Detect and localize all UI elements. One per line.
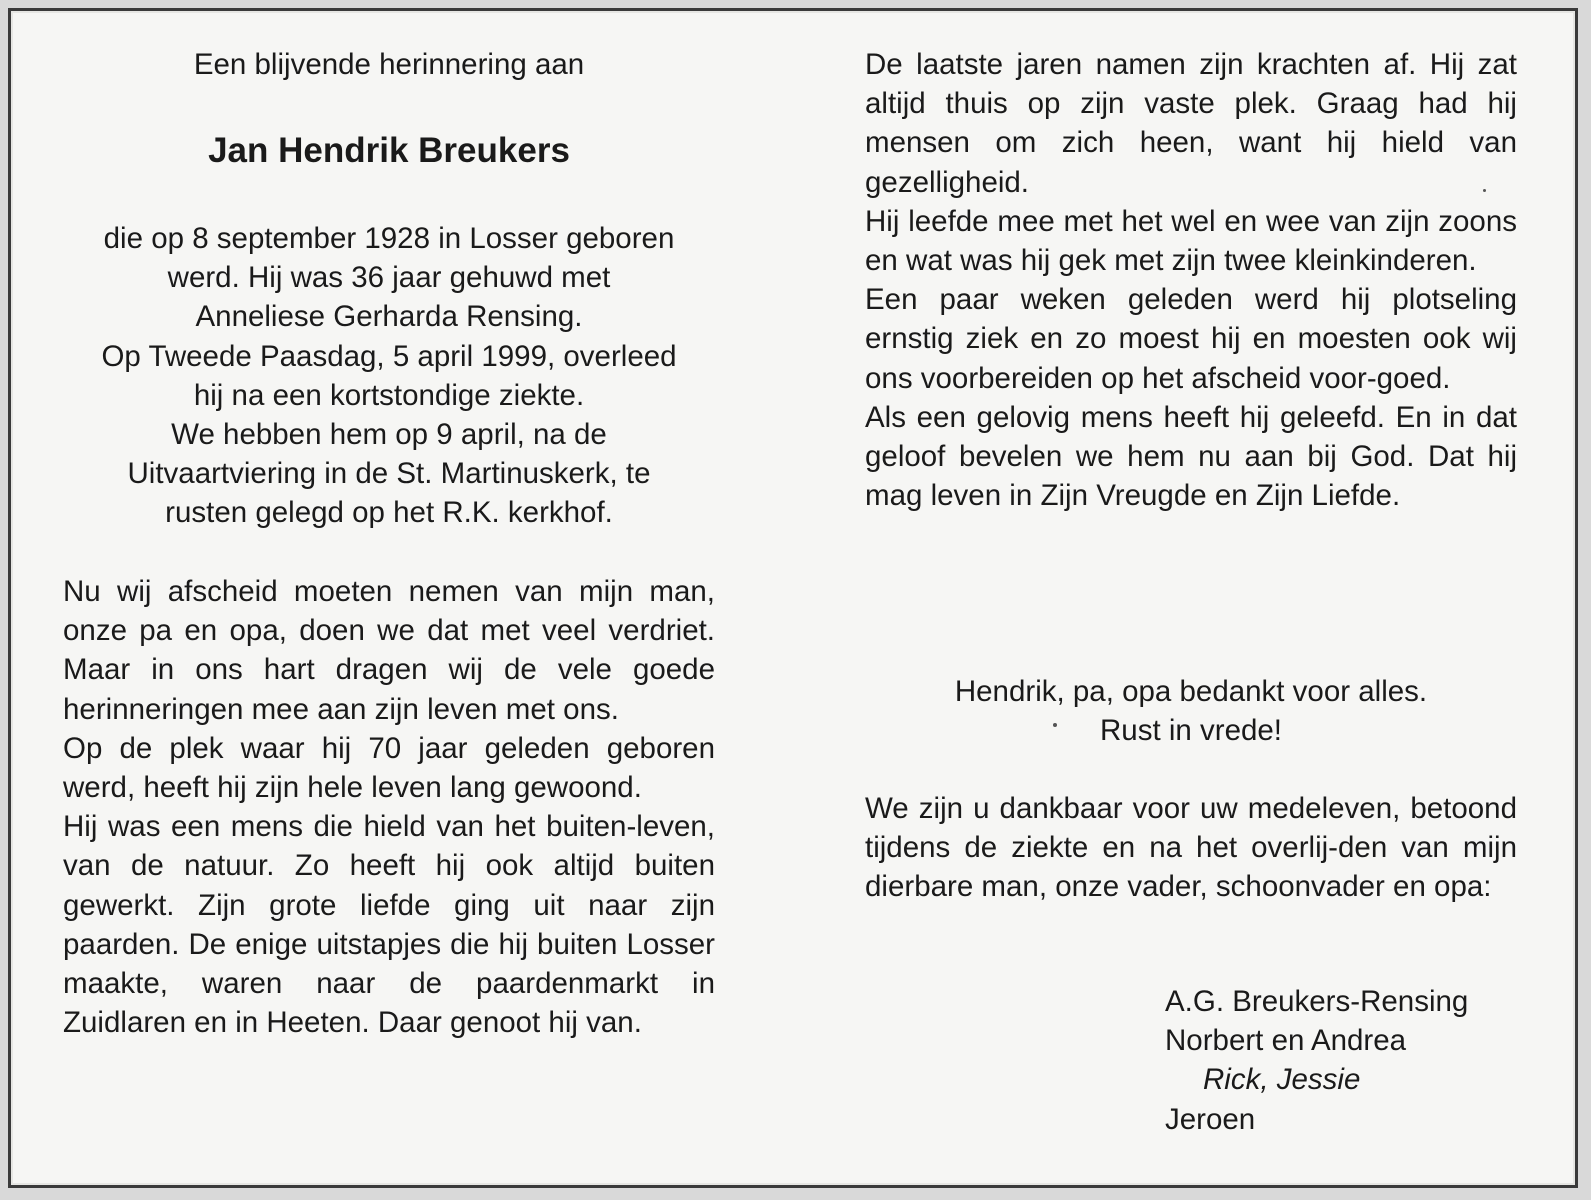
rest-in-peace-line: Rust in vrede! [1100, 714, 1282, 748]
bio-line: rusten gelegd op het R.K. kerkhof. [165, 496, 613, 530]
paragraph-faith: Als een gelovig mens heeft hij geleefd. En in dat geloof bevelen we hem nu aan bij God. Dat hij mag leven in Zijn Vreugde en Zijn Liefde. [865, 400, 1517, 513]
bio-line: Anneliese Gerharda Rensing. [195, 300, 583, 334]
signature-son: Jeroen [1165, 1102, 1256, 1136]
bio-block [63, 219, 715, 533]
bio-line: werd. Hij was 36 jaar gehuwd met [167, 261, 611, 295]
story-block [63, 572, 715, 1042]
print-speck [1483, 189, 1486, 192]
intro-line: Een blijvende herinnering aan [193, 48, 585, 81]
paragraph-family: Hij leefde mee met het wel en wee van zijn zoons en wat was hij gek met zijn twee kleinkinderen. [865, 204, 1517, 278]
print-speck [1053, 723, 1057, 727]
deceased-name: Jan Hendrik Breukers [208, 131, 570, 170]
paragraph-illness: Een paar weken geleden werd hij plotseling ernstig ziek en zo moest hij en moesten ook wij ons voorbereiden op het afscheid voor-goed. [865, 283, 1517, 395]
thanks-block [865, 789, 1517, 907]
thanks-paragraph: We zijn u dankbaar voor uw medeleven, betoond tijdens de ziekte en na het overlij-den van mijn dierbare man, onze vader, schoonvader en opa: [865, 792, 1517, 904]
story-block-right [865, 45, 1517, 515]
signature-son-family: Norbert en Andrea [1165, 1024, 1407, 1058]
bio-line: Uitvaartviering in de St. Martinuskerk, te [127, 457, 651, 491]
paragraph-outdoor-life: Hij was een mens die hield van het buiten-leven, van de natuur. Zo heeft hij ook altijd buiten gewerkt. Zijn grote liefde ging uit naar zijn paarden. De enige uitstapjes die hij buiten Losser maakte, waren naar de paardenmarkt in Zuidlaren en in Heeten. Daar genoot hij van. [63, 810, 715, 1040]
farewell-line: Hendrik, pa, opa bedankt voor alles. [954, 675, 1428, 708]
bio-line: die op 8 september 1928 in Losser geboren [103, 222, 675, 255]
signature-grandchildren: Rick, Jessie [1203, 1063, 1361, 1097]
paragraph-farewell: Nu wij afscheid moeten nemen van mijn man, onze pa en opa, doen we dat met veel verdriet. Maar in ons hart dragen wij de vele goede herinneringen mee aan zijn leven met ons. [63, 575, 715, 726]
paragraph-birthplace: Op de plek waar hij 70 jaar geleden geboren werd, heeft hij zijn hele leven lang gewoond. [63, 731, 715, 805]
bio-line: We hebben hem op 9 april, na de [171, 418, 607, 452]
bio-line: Op Tweede Paasdag, 5 april 1999, overleed [101, 339, 677, 373]
farewell-block [865, 672, 1517, 750]
signature-widow: A.G. Breukers-Rensing [1165, 985, 1469, 1018]
bio-line: hij na een kortstondige ziekte. [193, 378, 585, 412]
paragraph-later-years: De laatste jaren namen zijn krachten af. Hij zat altijd thuis op zijn vaste plek. Graag had hij mensen om zich heen, want hij hield van gezelligheid. [865, 48, 1517, 199]
memorial-card [8, 8, 1578, 1188]
signatures-block [1165, 982, 1525, 1139]
